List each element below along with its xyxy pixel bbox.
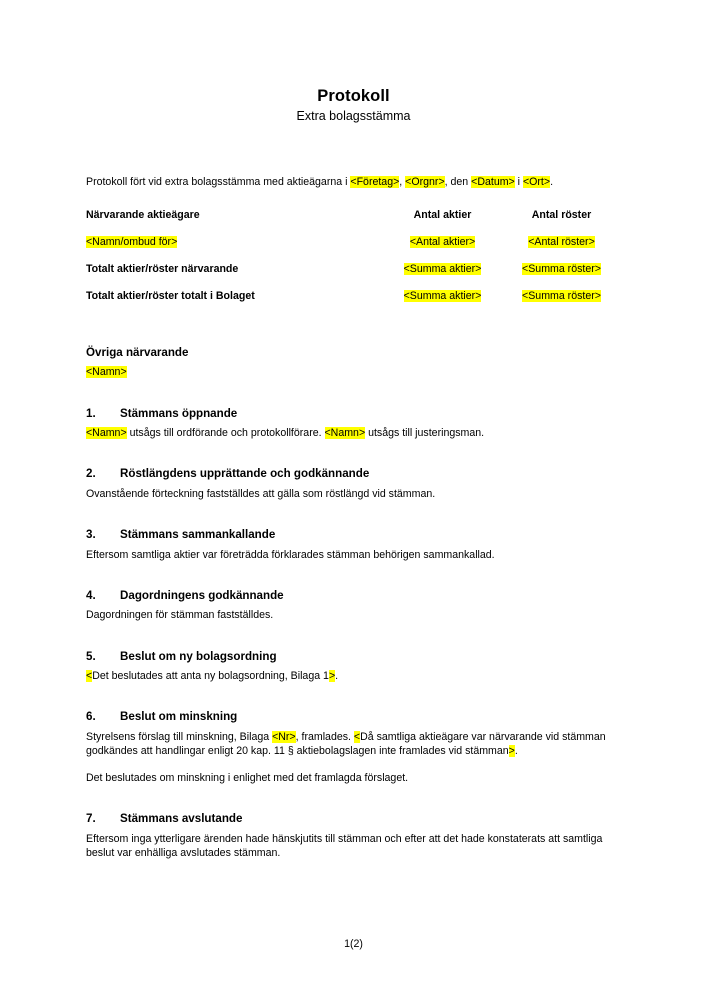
section-2-number: 2. <box>86 467 96 481</box>
section-1-mid-text: utsågs till ordförande och protokollförare. <box>126 427 325 440</box>
section-7-title: Stämmans avslutande <box>120 812 243 826</box>
section-1-body <box>86 426 621 440</box>
intro-lead-text: Protokoll fört vid extra bolagsstämma med aktieägarna i <box>86 176 351 188</box>
optional-open-bracket: < <box>86 670 93 683</box>
section-5-period: . <box>335 670 339 683</box>
table-header-row <box>86 209 621 236</box>
placeholder-attachment-nr: <Nr> <box>272 730 296 743</box>
intro-separator-3: i <box>514 176 523 188</box>
page-number: 1(2) <box>344 938 363 950</box>
column-header-name: Närvarande aktieägare <box>86 208 200 221</box>
page-subtitle: Extra bolagsstämma <box>296 108 411 123</box>
section-7-body: Eftersom inga ytterligare ärenden hade hänskjutits till stämman och efter att det hade konstaterats att samtliga beslut var enhälliga avslutades stämman. <box>86 832 603 860</box>
section-5-body-text: Det beslutades att anta ny bolagsordning, Bilaga 1 <box>92 670 329 683</box>
placeholder-chairman-name: <Namn> <box>86 427 127 440</box>
optional-close-bracket: > <box>328 670 336 683</box>
column-header-votes: Antal röster <box>531 208 592 221</box>
section-6-title: Beslut om minskning <box>120 710 238 724</box>
document-title-block <box>86 86 621 124</box>
section-5-body <box>86 669 621 683</box>
intro-separator-2: , den <box>444 176 472 188</box>
column-header-shares: Antal aktier <box>413 208 472 221</box>
row-shares <box>383 263 502 290</box>
table-row <box>86 263 621 290</box>
shareholder-table <box>86 209 621 317</box>
placeholder-date: <Datum> <box>471 176 515 188</box>
section-6-number: 6. <box>86 710 96 724</box>
placeholder-orgnr: <Orgnr> <box>405 176 445 188</box>
placeholder-shares-sum-total: <Summa aktier> <box>403 289 482 302</box>
section-7-number: 7. <box>86 812 96 826</box>
section-6-body-paragraph-1 <box>86 730 621 758</box>
other-present-block <box>86 346 621 380</box>
section-3-body: Eftersom samtliga aktier var företrädda förklarades stämman behörigen sammankallad. <box>86 548 495 561</box>
row-label: Totalt aktier/röster närvarande <box>86 262 239 275</box>
placeholder-shareholder-name: <Namn/ombud för> <box>86 235 178 248</box>
table-row <box>86 236 621 263</box>
placeholder-shares-count: <Antal aktier> <box>409 235 476 248</box>
section-6-text-b: , framlades. <box>295 730 354 743</box>
row-shares <box>383 290 502 317</box>
section-1 <box>86 407 621 441</box>
row-votes <box>502 236 621 263</box>
section-1-title: Stämmans öppnande <box>120 406 238 420</box>
page-title: Protokoll <box>317 87 390 105</box>
placeholder-company: <Företag> <box>350 176 400 188</box>
intro-paragraph <box>86 176 621 190</box>
placeholder-votes-sum: <Summa röster> <box>522 262 601 275</box>
section-3-number: 3. <box>86 528 96 542</box>
section-6-period: . <box>514 745 518 757</box>
section-6-body-paragraph-2: Det beslutades om minskning i enlighet med det framlagda förslaget. <box>86 772 409 785</box>
intro-end-text: . <box>550 176 554 188</box>
section-4-heading <box>86 589 621 603</box>
section-6-text-a: Styrelsens förslag till minskning, Bilaga <box>86 730 273 743</box>
section-2-body: Ovanstående förteckning fastställdes att gälla som röstlängd vid stämman. <box>86 487 436 500</box>
section-4 <box>86 589 621 623</box>
section-2-heading <box>86 467 621 481</box>
placeholder-other-present-name: <Namn> <box>86 366 127 379</box>
page-footer <box>86 938 621 952</box>
section-7 <box>86 812 621 860</box>
placeholder-place: <Ort> <box>522 176 551 188</box>
row-label <box>86 236 383 263</box>
placeholder-votes-sum-total: <Summa röster> <box>522 289 601 302</box>
placeholder-adjuster-name: <Namn> <box>324 427 366 440</box>
section-5-number: 5. <box>86 649 96 663</box>
section-1-end-text: utsågs till justeringsman. <box>365 427 485 440</box>
section-1-heading <box>86 407 621 421</box>
shareholder-table-head <box>86 209 621 236</box>
section-3-heading <box>86 528 621 542</box>
document-body <box>86 176 621 860</box>
section-5-title: Beslut om ny bolagsordning <box>120 649 277 663</box>
placeholder-votes-count: <Antal röster> <box>528 235 595 248</box>
shareholder-table-body <box>86 236 621 317</box>
row-votes <box>502 263 621 290</box>
placeholder-shares-sum: <Summa aktier> <box>403 262 482 275</box>
section-4-number: 4. <box>86 588 96 602</box>
optional-open-bracket: < <box>353 730 361 743</box>
intro-separator-1: , <box>399 176 406 188</box>
section-6 <box>86 710 621 785</box>
section-6-text-c: Då samtliga aktieägare var närvarande vid stämman godkändes att handlingar enligt 20 kap. 11 § aktiebolagslagen inte framlades vid stämman <box>86 730 606 757</box>
row-votes <box>502 290 621 317</box>
section-6-heading <box>86 710 621 724</box>
section-4-title: Dagordningens godkännande <box>120 588 284 602</box>
section-3-title: Stämmans sammankallande <box>120 528 276 542</box>
table-row <box>86 290 621 317</box>
row-shares <box>383 236 502 263</box>
row-label: Totalt aktier/röster totalt i Bolaget <box>86 289 255 302</box>
optional-close-bracket: > <box>508 745 515 757</box>
section-7-heading <box>86 812 621 826</box>
section-5-heading <box>86 650 621 664</box>
section-2-title: Röstlängdens upprättande och godkännande <box>120 467 370 481</box>
section-5 <box>86 650 621 684</box>
section-1-number: 1. <box>86 406 96 420</box>
section-4-body: Dagordningen för stämman fastställdes. <box>86 609 274 622</box>
other-present-body <box>86 365 621 379</box>
section-2 <box>86 467 621 501</box>
other-present-heading: Övriga närvarande <box>86 345 189 359</box>
section-3 <box>86 528 621 562</box>
